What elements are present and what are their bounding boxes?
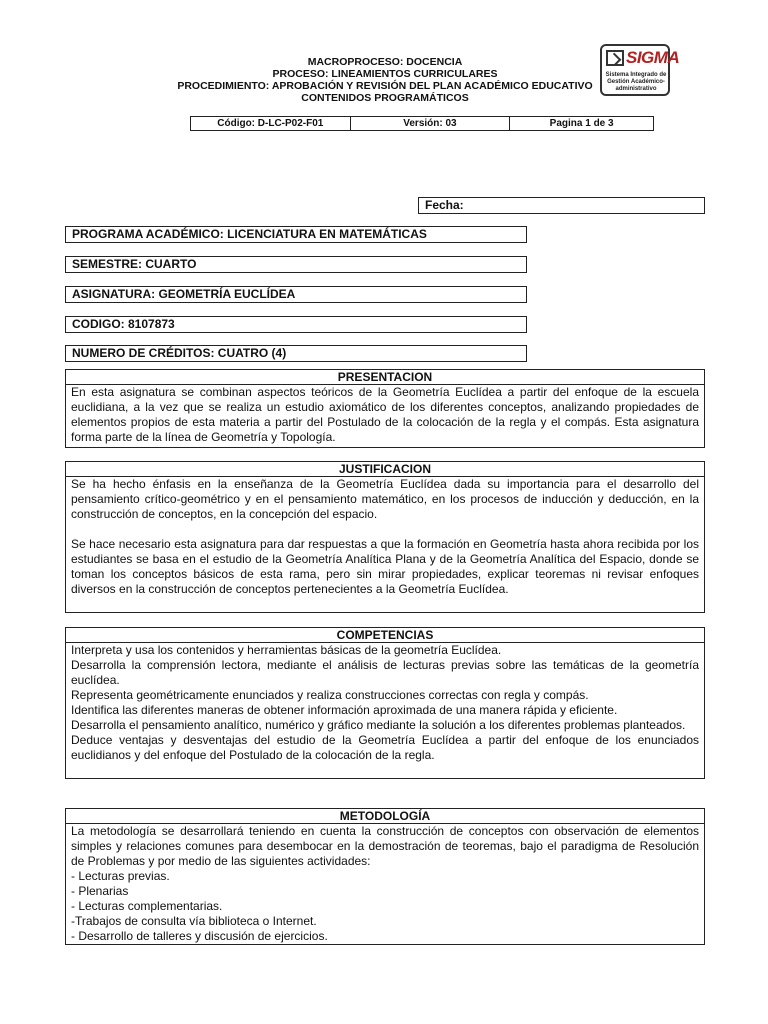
fecha-field [418, 197, 705, 214]
sigma-logo [600, 44, 680, 96]
metodologia-item: - Plenarias [71, 884, 129, 898]
fecha-label: Fecha: [425, 198, 464, 212]
metodologia-item: - Lecturas previas. [71, 869, 170, 883]
header-contenidos: CONTENIDOS PROGRAMÁTICOS [301, 92, 469, 104]
document-version: Versión: 03 [351, 117, 511, 130]
competencia-item: Interpreta y usa los contenidos y herramientas básicas de la geometría Euclídea. [71, 643, 502, 657]
sigma-logo-word: SIGMA [626, 48, 680, 67]
presentacion-title: PRESENTACION [66, 370, 704, 385]
programa-field: PROGRAMA ACADÉMICO: LICENCIATURA EN MATEMÁTICAS [65, 226, 527, 243]
competencia-item: Representa geométricamente enunciados y realiza construcciones correctas con regla y compás. [71, 688, 589, 702]
header-procedimiento: PROCEDIMIENTO: APROBACIÓN Y REVISIÓN DEL PLAN ACADÉMICO EDUCATIVO [177, 80, 593, 92]
header-proceso: PROCESO: LINEAMIENTOS CURRICULARES [272, 68, 498, 80]
document-info-table [190, 116, 654, 131]
document-code: Código: D-LC-P02-F01 [191, 117, 351, 130]
justificacion-title: JUSTIFICACION [66, 462, 704, 477]
metodologia-item: -Trabajos de consulta vía biblioteca o Internet. [71, 914, 317, 928]
asignatura-field: ASIGNATURA: GEOMETRÍA EUCLÍDEA [65, 286, 527, 303]
competencia-item: Desarrolla el pensamiento analítico, numérico y gráfico mediante la solución a los diferentes problemas planteados. [71, 718, 686, 732]
justificacion-paragraph-1: Se ha hecho énfasis en la enseñanza de la Geometría Euclídea dada su importancia para el desarrollo del pensamiento crítico-geométrico y en el pensamiento matemático, en los procesos de inducción y deducción, en la construcción de conceptos, en la concepción del espacio. [71, 477, 699, 521]
metodologia-title: METODOLOGÍA [66, 809, 704, 824]
creditos-field: NUMERO DE CRÉDITOS: CUATRO (4) [65, 345, 527, 362]
metodologia-item: - Desarrollo de talleres y discusión de ejercicios. [71, 929, 328, 943]
semestre-field: SEMESTRE: CUARTO [65, 256, 527, 273]
header-macroproceso: MACROPROCESO: DOCENCIA [307, 56, 463, 68]
justificacion-paragraph-2: Se hace necesario esta asignatura para dar respuestas a que la formación en Geometría hasta ahora recibida por los estudiantes se basa en el estudio de la Geometría Analítica Plana y de la Geometría Analítica del Espacio, donde se toman los conceptos básicos de esta rama, pero sin mirar propiedades, explicar teoremas ni revisar enfoques diversos en la construcción de conceptos pertenecientes a la Geometría Euclídea. [71, 537, 699, 596]
competencia-item: Deduce ventajas y desventajas del estudio de la Geometría Euclídea a partir del enfoque de los enunciados euclidianos y del enfoque del Postulado de la colocación de la regla. [71, 733, 699, 762]
metodologia-item: - Lecturas complementarias. [71, 899, 223, 913]
justificacion-section [65, 461, 705, 613]
competencia-item: Desarrolla la comprensión lectora, mediante el análisis de lecturas previas sobre las temáticas de la geometría euclídea. [71, 658, 699, 687]
metodologia-section [65, 808, 705, 945]
presentacion-text: En esta asignatura se combinan aspectos teóricos de la Geometría Euclídea a partir del enfoque de la escuela euclidiana, a la vez que se realiza un estudio axiomático de los diferentes conceptos, analizando propiedades de elementos propios de esta materia a partir del Postulado de la colocación de la regla y el compás. Esta asignatura forma parte de la línea de Geometría y Topología. [71, 385, 699, 444]
competencias-section [65, 627, 705, 779]
competencia-item: Identifica las diferentes maneras de obtener información aproximada de una manera rápida y eficiente. [71, 703, 618, 717]
competencias-title: COMPETENCIAS [66, 628, 704, 643]
document-page: Pagina 1 de 3 [549, 118, 614, 129]
presentacion-section [65, 369, 705, 448]
sigma-logo-subtitle: Sistema Integrado de Gestión Académico-administrativo [605, 72, 667, 92]
codigo-field: CODIGO: 8107873 [65, 316, 527, 333]
sigma-logo-icon [606, 50, 624, 66]
metodologia-intro: La metodología se desarrollará teniendo en cuenta la construcción de conceptos con observación de elementos simples y relaciones comunes para desembocar en la demostración de teoremas, bajo el paradigma de Resolución de Problemas y por medio de las siguientes actividades: [71, 824, 699, 868]
